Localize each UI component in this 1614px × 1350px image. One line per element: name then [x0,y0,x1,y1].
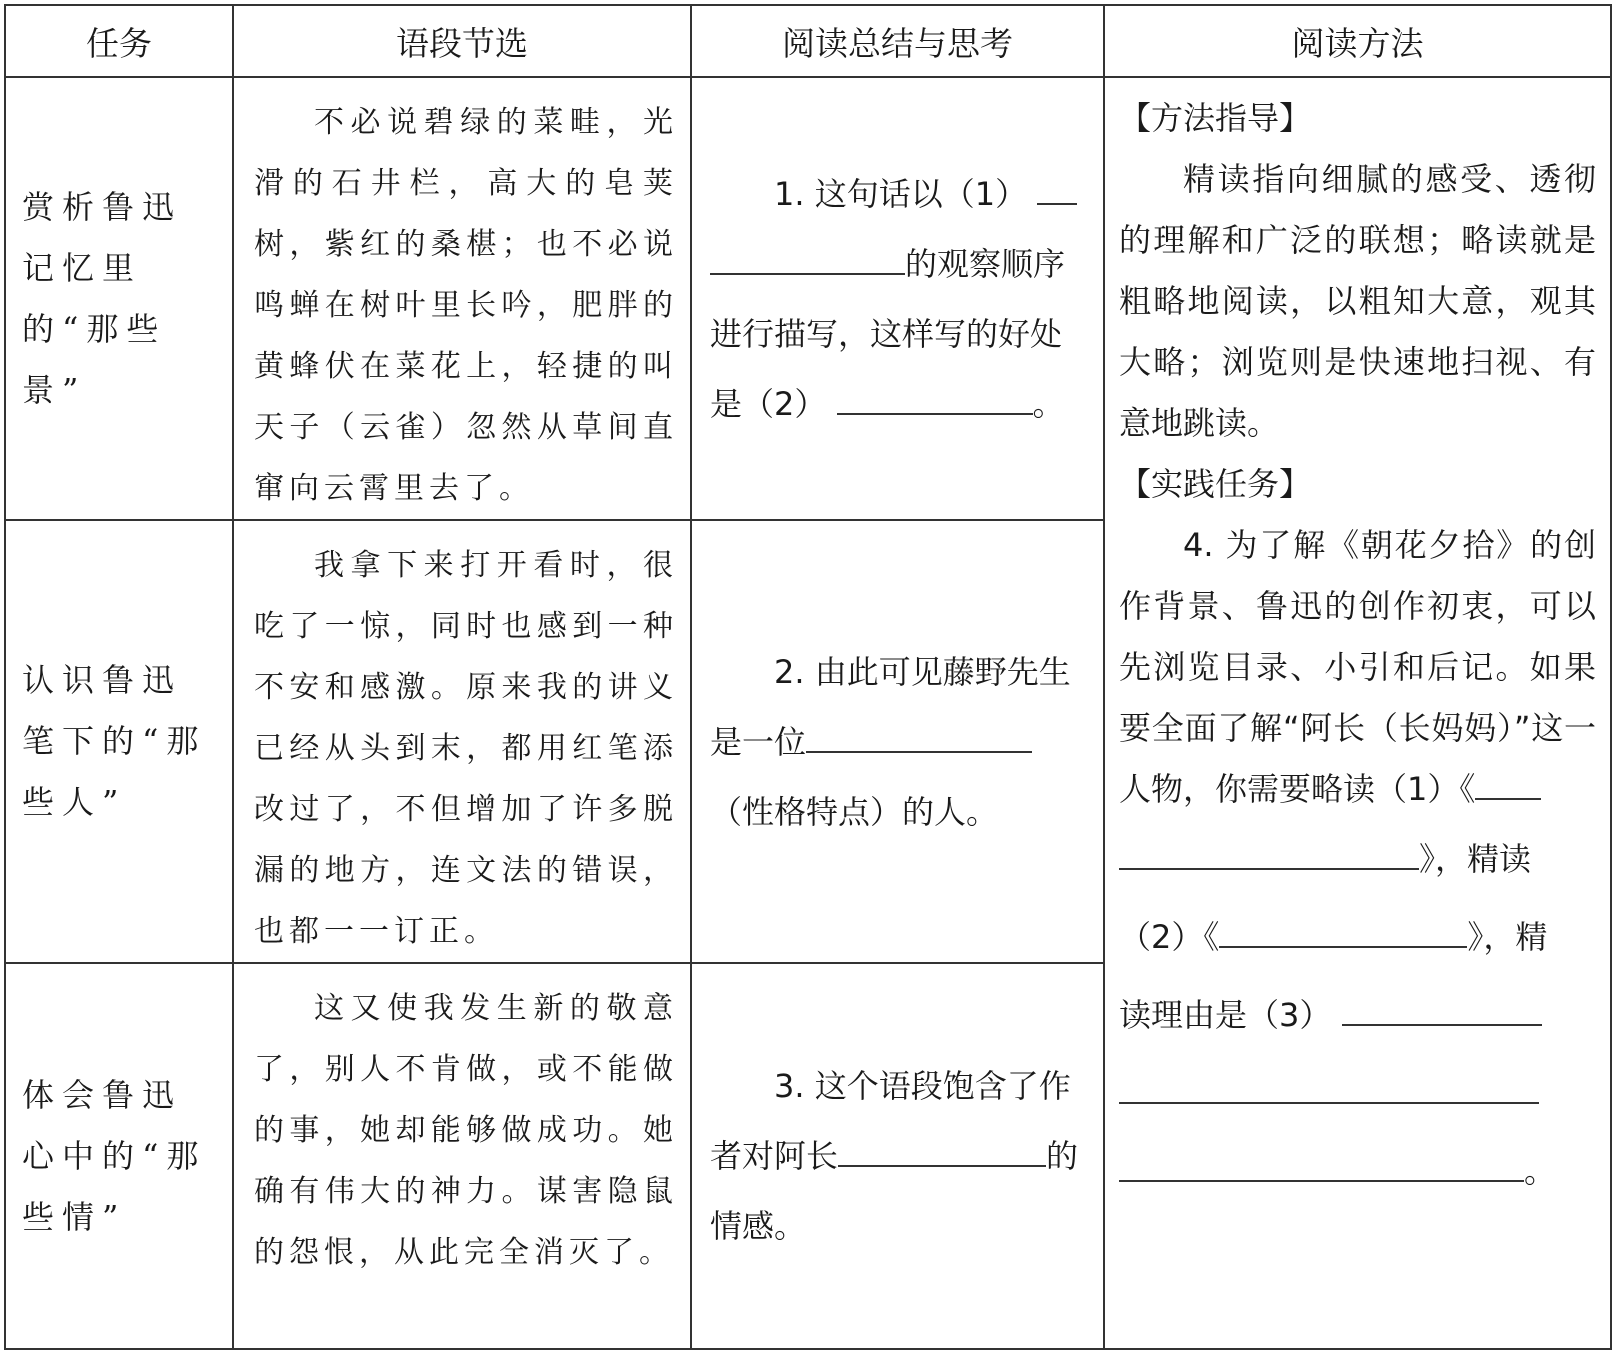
practice-line: 。 [1119,1132,1596,1210]
question-3-text: 3. 这个语段饱含了作者对阿长 的情感。 [710,1067,1079,1245]
task-cell: 认识鲁迅笔下的“那些人” [5,520,233,963]
answer-blank[interactable] [806,717,1032,753]
question-1-cell [691,77,1104,520]
header-method: 阅读方法 [1104,5,1611,77]
practice-text: 4. 为了解《朝花夕拾》的创作背景、鲁迅的创作初衷，可以先浏览目录、小引和后记。如果要全面了解“阿长（长妈妈）”这一人物，你需要略读（1）《 [1119,526,1596,808]
answer-blank[interactable] [1219,912,1467,948]
answer-blank[interactable] [838,1131,1046,1167]
task-cell: 赏析鲁迅记忆里的“那些景” [5,77,233,520]
header-excerpt: 语段节选 [233,5,691,77]
question-2-cell [691,520,1104,963]
method-cell [1104,77,1611,1349]
answer-blank[interactable] [1475,764,1541,800]
excerpt-cell: 我拿下来打开看时，很吃了一惊，同时也感到一种不安和感激。原来我的讲义已经从头到末，都用红笔添改过了，不但增加了许多脱漏的地方，连文法的错误，也都一一订正。 [233,520,691,963]
table-row [5,77,1611,520]
answer-blank[interactable] [1119,834,1419,870]
answer-blank[interactable] [837,379,1033,415]
excerpt-cell: 这又使我发生新的敬意了，别人不肯做，或不能做的事，她却能够做成功。她确有伟大的神力。谋害隐鼠的怨恨，从此完全消灭了。 [233,963,691,1349]
question-1-text: 1. 这句话以（1） 的观察顺序进行描写，这样写的好处是（2） 。 [710,159,1089,439]
answer-blank[interactable] [1342,990,1542,1026]
practice-line: 》，精读 [1119,820,1596,898]
excerpt-cell: 不必说碧绿的菜畦，光滑的石井栏，高大的皂荚树，紫红的桑椹；也不必说鸣蝉在树叶里长吟，肥胖的黄蜂伏在菜花上，轻捷的叫天子（云雀）忽然从草间直窜向云霄里去了。 [233,77,691,520]
guide-title: 【方法指导】 [1119,99,1312,137]
answer-blank[interactable] [1037,169,1077,205]
question-2-text: 2. 由此可见藤野先生是一位（性格特点）的人。 [710,652,1071,831]
practice-line [1119,1054,1596,1132]
answer-blank[interactable] [1119,1068,1539,1104]
reading-worksheet-table [4,4,1612,1350]
task-cell: 体会鲁迅心中的“那些情” [5,963,233,1349]
guide-text: 精读指向细腻的感受、透彻的理解和广泛的联想；略读就是粗略地阅读，以粗知大意，观其大略；浏览则是快速地扫视、有意地跳读。 [1119,160,1596,442]
practice-title: 【实践任务】 [1119,465,1312,503]
answer-blank[interactable] [1119,1146,1524,1182]
answer-blank[interactable] [710,239,905,275]
header-summary: 阅读总结与思考 [691,5,1104,77]
practice-line: 读理由是（3） [1119,976,1596,1054]
practice-line: （2）《 》，精 [1119,898,1596,976]
question-3-cell [691,963,1104,1349]
header-row [5,5,1611,77]
header-task: 任务 [5,5,233,77]
